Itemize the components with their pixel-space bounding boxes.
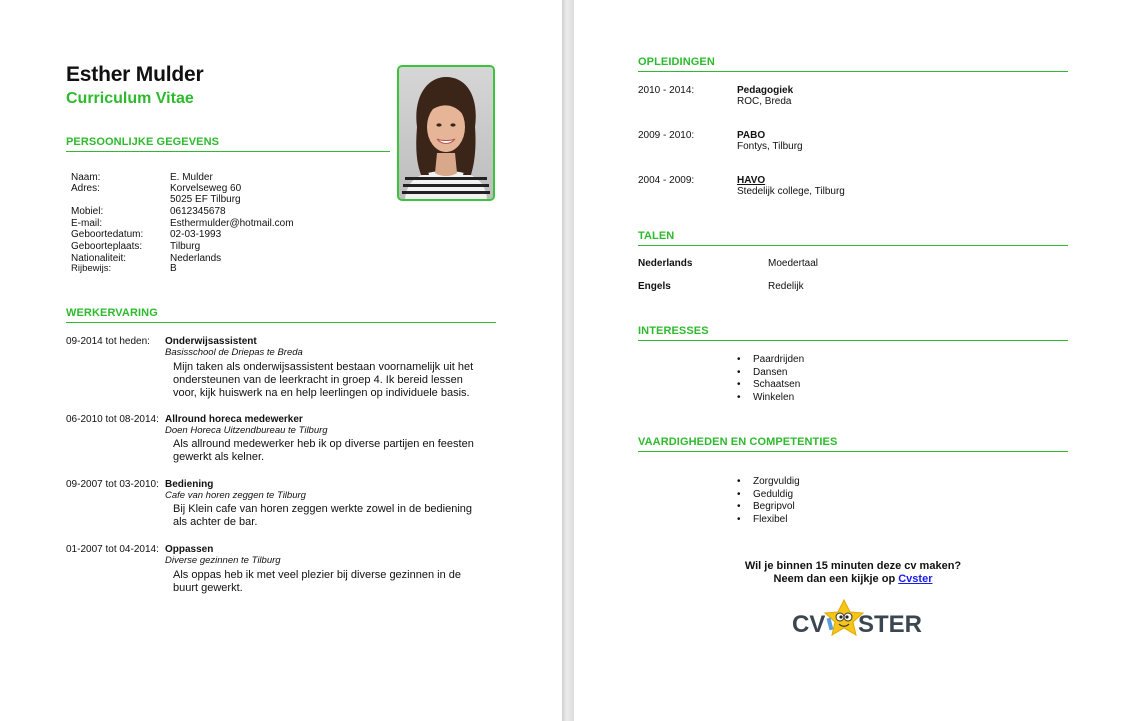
personal-value-city: 5025 EF Tilburg — [170, 194, 241, 205]
cv-page-left — [0, 0, 562, 721]
language-name: Engels — [638, 281, 671, 292]
promo-line-1: Wil je binnen 15 minuten deze cv maken? — [744, 560, 962, 572]
personal-label-birthdate: Geboortedatum: — [71, 229, 144, 240]
list-item: • Schaatsen — [737, 379, 804, 392]
page-gutter — [562, 0, 574, 721]
personal-value-street: Korvelseweg 60 — [170, 183, 242, 194]
promo-line-2-prefix: Neem dan een kijkje op — [773, 573, 899, 585]
education-place: Stedelijk college, Tilburg — [737, 186, 845, 197]
education-name: PABO — [737, 130, 766, 141]
education-period: 2010 - 2014: — [638, 85, 695, 96]
work-description-line: buurt gewerkt. — [173, 582, 243, 594]
personal-value-email: Esthermulder@hotmail.com — [170, 218, 294, 229]
personal-value-license: B — [170, 263, 177, 274]
section-title-personal: PERSOONLIJKE GEGEVENS — [66, 136, 220, 148]
personal-label-address: Adres: — [71, 183, 100, 194]
list-item: • Flexibel — [737, 514, 800, 527]
personal-value-birthdate: 02-03-1993 — [170, 229, 222, 240]
list-item: • Geduldig — [737, 489, 800, 502]
work-description-line: als achter de bar. — [173, 516, 258, 528]
personal-label-license: Rijbewijs: — [71, 263, 112, 274]
work-role: Bediening — [165, 479, 214, 490]
education-place: ROC, Breda — [737, 96, 792, 107]
education-period: 2009 - 2010: — [638, 130, 695, 141]
profile-photo — [397, 65, 495, 201]
skills-list — [737, 476, 800, 526]
personal-value-nationality: Nederlands — [170, 253, 222, 264]
work-description-line: gewerkt als kelner. — [173, 451, 265, 463]
personal-label-nationality: Nationaliteit: — [71, 253, 127, 264]
work-description-line: Als allround medewerker heb ik op diverse partijen en feesten — [173, 438, 474, 450]
promo-text — [700, 560, 1006, 586]
work-role: Onderwijsassistent — [165, 336, 257, 347]
section-title-work: WERKERVARING — [66, 307, 158, 319]
list-item: • Dansen — [737, 367, 804, 380]
list-item: • Zorgvuldig — [737, 476, 800, 489]
cvster-link[interactable]: Cvster — [898, 573, 933, 585]
work-description-line: Mijn taken als onderwijsassistent bestaan voornamelijk uit het — [173, 361, 474, 373]
work-organization: Basisschool de Driepas te Breda — [165, 347, 303, 358]
work-description-line: voor, kijk huiswerk na en help leerlingen op individuele basis. — [173, 387, 470, 399]
candidate-name: Esther Mulder — [66, 63, 204, 86]
section-rule — [638, 451, 1068, 452]
section-rule — [66, 151, 390, 152]
work-description-line: Als oppas heb ik met veel plezier bij diverse gezinnen in de — [173, 569, 461, 581]
section-title-skills: VAARDIGHEDEN EN COMPETENTIES — [638, 436, 838, 448]
work-organization: Doen Horeca Uitzendbureau te Tilburg — [165, 425, 328, 436]
work-description-line: ondersteunen van de leerkracht in groep 4. Ik bereid lessen — [173, 374, 463, 386]
work-period: 09-2014 tot heden: — [66, 336, 150, 347]
work-period: 06-2010 tot 08-2014: — [66, 414, 159, 425]
cvster-logo — [790, 596, 922, 640]
section-rule — [66, 322, 496, 323]
section-rule — [638, 340, 1068, 341]
work-organization: Cafe van horen zeggen te Tilburg — [165, 490, 306, 501]
personal-value-mobile: 0612345678 — [170, 206, 226, 217]
work-role: Oppassen — [165, 544, 214, 555]
personal-label-name: Naam: — [71, 172, 101, 183]
section-rule — [638, 245, 1068, 246]
personal-label-mobile: Mobiel: — [71, 206, 104, 217]
portrait-image — [399, 67, 493, 199]
personal-value-birthplace: Tilburg — [170, 241, 201, 252]
section-rule — [638, 71, 1068, 72]
language-level: Moedertaal — [768, 258, 819, 269]
education-name: Pedagogiek — [737, 85, 794, 96]
work-organization: Diverse gezinnen te Tilburg — [165, 555, 281, 566]
personal-label-birthplace: Geboorteplaats: — [71, 241, 143, 252]
work-period: 01-2007 tot 04-2014: — [66, 544, 159, 555]
personal-label-email: E-mail: — [71, 218, 103, 229]
interests-list — [737, 354, 804, 404]
list-item: • Paardrijden — [737, 354, 804, 367]
promo-line-2 — [700, 573, 1006, 586]
education-period: 2004 - 2009: — [638, 175, 695, 186]
work-period: 09-2007 tot 03-2010: — [66, 479, 159, 490]
list-item: • Winkelen — [737, 392, 804, 405]
education-name: HAVO — [737, 175, 766, 186]
logo-text-right: STER — [858, 611, 922, 638]
cvster-logo-graphic — [790, 596, 922, 640]
education-place: Fontys, Tilburg — [737, 141, 803, 152]
logo-text-left: CV — [792, 611, 826, 638]
section-title-languages: TALEN — [638, 230, 675, 242]
cv-subtitle: Curriculum Vitae — [66, 90, 194, 107]
section-title-education: OPLEIDINGEN — [638, 56, 715, 68]
language-level: Redelijk — [768, 281, 804, 292]
work-description-line: Bij Klein cafe van horen zeggen werkte zowel in de bediening — [173, 503, 473, 515]
work-role: Allround horeca medewerker — [165, 414, 303, 425]
language-name: Nederlands — [638, 258, 693, 269]
section-title-interests: INTERESSES — [638, 325, 709, 337]
personal-value-name: E. Mulder — [170, 172, 213, 183]
list-item: • Begripvol — [737, 501, 800, 514]
